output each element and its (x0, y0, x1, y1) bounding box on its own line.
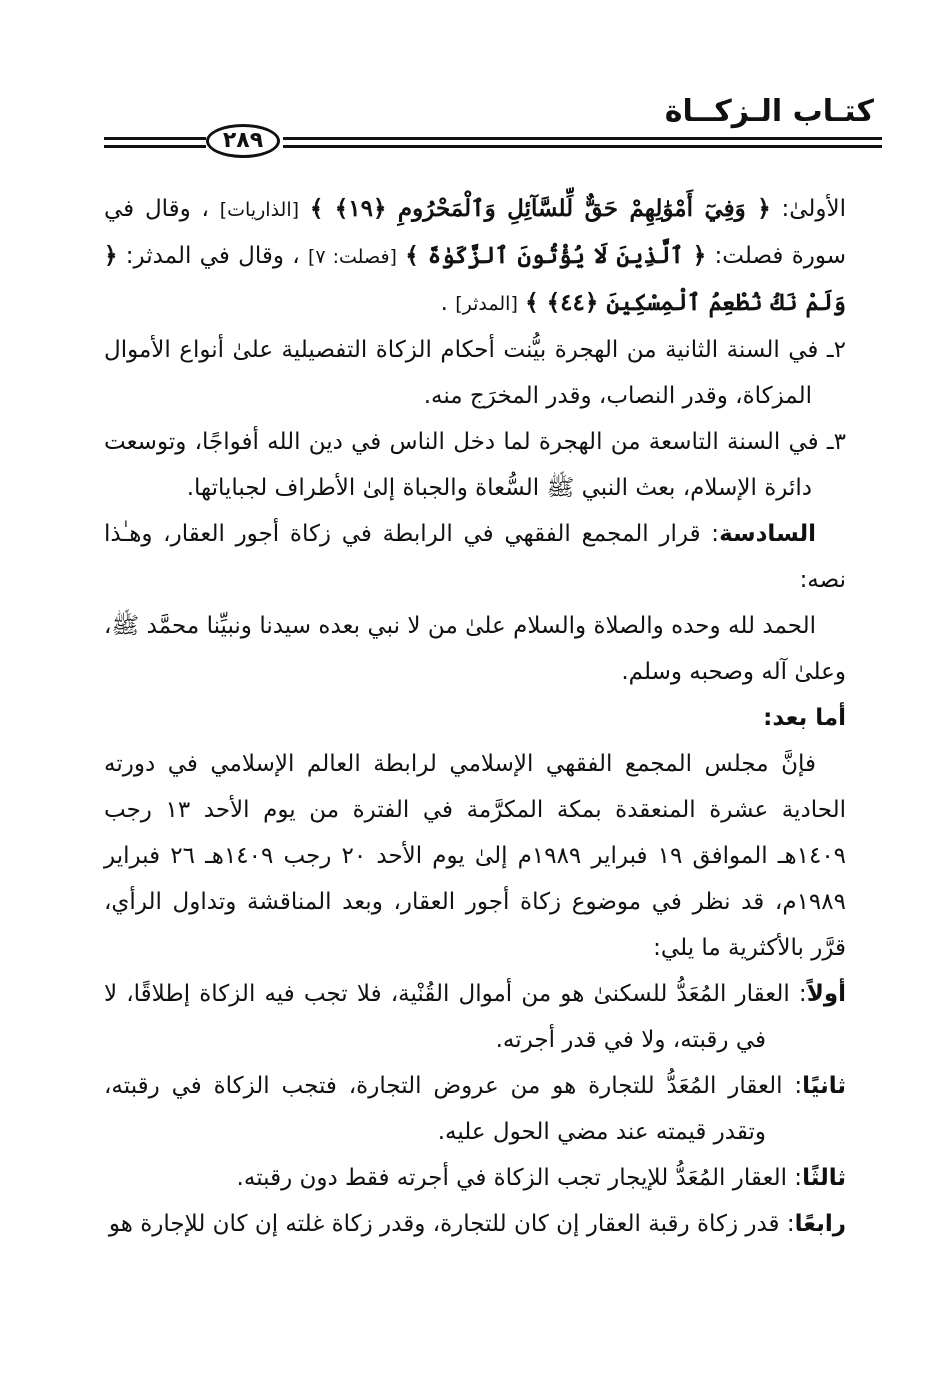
section-text: : قرار المجمع الفقهي في الرابطة في زكاة أجور العقار، وهـٰذا نصه: (104, 521, 846, 593)
quran-verse: ﴿ وَلَمْ نَكُ نُطْعِمُ ٱلْمِسْكِينَ ﴿٤٤﴾ ﴾ (104, 242, 846, 316)
resolution-text: : العقار المُعَدُّ للسكنىٰ هو من أموال القُنْية، فلا تجب فيه الزكاة إطلاقًا، لا في رقبته، ولا في قدر أجرته. (104, 981, 807, 1053)
resolution-label: ثالثًا (802, 1165, 846, 1191)
paragraph-sixth (104, 511, 846, 603)
verse-reference: [الذاريات] (219, 199, 300, 221)
paragraph-amma-baad: أما بعد: (763, 705, 846, 731)
numbered-point-2: ٢ـ في السنة الثانية من الهجرة بيُّنت أحكام الزكاة التفصيلية علىٰ أنواع الأموال المزكاة، وقدر النصاب، وقدر المخرَج منه. (104, 337, 846, 409)
resolution-third (104, 1155, 846, 1201)
section-label: السادسة (719, 521, 816, 547)
header-rule (104, 145, 206, 148)
verse-reference: [المدثر] (455, 293, 518, 315)
resolution-text: : العقار المُعَدُّ للإيجار تجب الزكاة في أجرته فقط دون رقبته. (236, 1165, 803, 1191)
body-text (104, 186, 846, 1247)
resolution-label: رابعًا (794, 1211, 846, 1237)
resolution-label: ثانيًا (802, 1073, 846, 1099)
paragraph-council: فإنَّ مجلس المجمع الفقهي الإسلامي لرابطة العالم الإسلامي في دورته الحادية عشرة المنعقدة بمكة المكرَّمة في الفترة من يوم الأحد ١٣ رجب ١٤٠٩هـ الموافق ١٩ فبراير ١٩٨٩م إلىٰ يوم الأحد ٢٠ رجب ١٤٠٩هـ ٢٦ فبراير ١٩٨٩م، قد نظر في موضوع زكاة أجور العقار، وبعد المناقشة وتداول الرأي، قرَّر بالأكثرية ما يلي: (104, 751, 847, 961)
resolution-label: أولاً (806, 981, 846, 1007)
paragraph-praise: الحمد لله وحده والصلاة والسلام علىٰ من لا نبي بعده سيدنا ونبيِّنا محمَّد ﷺ، وعلىٰ آله وصحبه وسلم. (104, 613, 846, 685)
connector-text: ، وقال في سورة فصلت: (104, 196, 847, 269)
end-mark: . (440, 290, 448, 316)
resolution-text: : قدر زكاة رقبة العقار إن كان للتجارة، وقدر زكاة غلته إن كان للإجارة هو (108, 1211, 795, 1237)
header-rule (104, 137, 206, 140)
verse-reference: [فصلت: ٧] (307, 246, 397, 268)
quran-verse: ﴿ وَفِيٓ أَمْوَٰلِهِمْ حَقٌّ لِّلسَّآئِلِ وَٱلْمَحْرُومِ ﴿١٩﴾ ﴾ (309, 195, 771, 222)
numbered-point-3: ٣ـ في السنة التاسعة من الهجرة لما دخل الناس في دين الله أفواجًا، وتوسعت دائرة الإسلام، بعث النبي ﷺ السُّعاة والجباة إلىٰ الأطراف لجباياتها. (104, 429, 846, 501)
header-rule (283, 137, 882, 140)
resolution-second (104, 1063, 846, 1155)
connector-text: ، وقال في المدثر: (117, 243, 300, 269)
intro-label: الأولىٰ: (770, 196, 847, 222)
resolution-fourth (104, 1201, 846, 1247)
resolution-first (104, 971, 846, 1063)
quran-verse: ﴿ ٱلَّذِينَ لَا يُؤْتُونَ ٱلزَّكَوٰةَ ﴾ (405, 242, 707, 269)
running-title: كتـاب الـزكــاة (664, 94, 874, 129)
page-number: ٢٨٩ (206, 124, 280, 158)
header-rule (283, 145, 882, 148)
resolution-text: : العقار المُعَدُّ للتجارة هو من عروض التجارة، فتجب الزكاة في رقبته، وتقدر قيمته عند مضي الحول عليه. (104, 1073, 803, 1145)
paragraph-first-verses (104, 186, 846, 327)
